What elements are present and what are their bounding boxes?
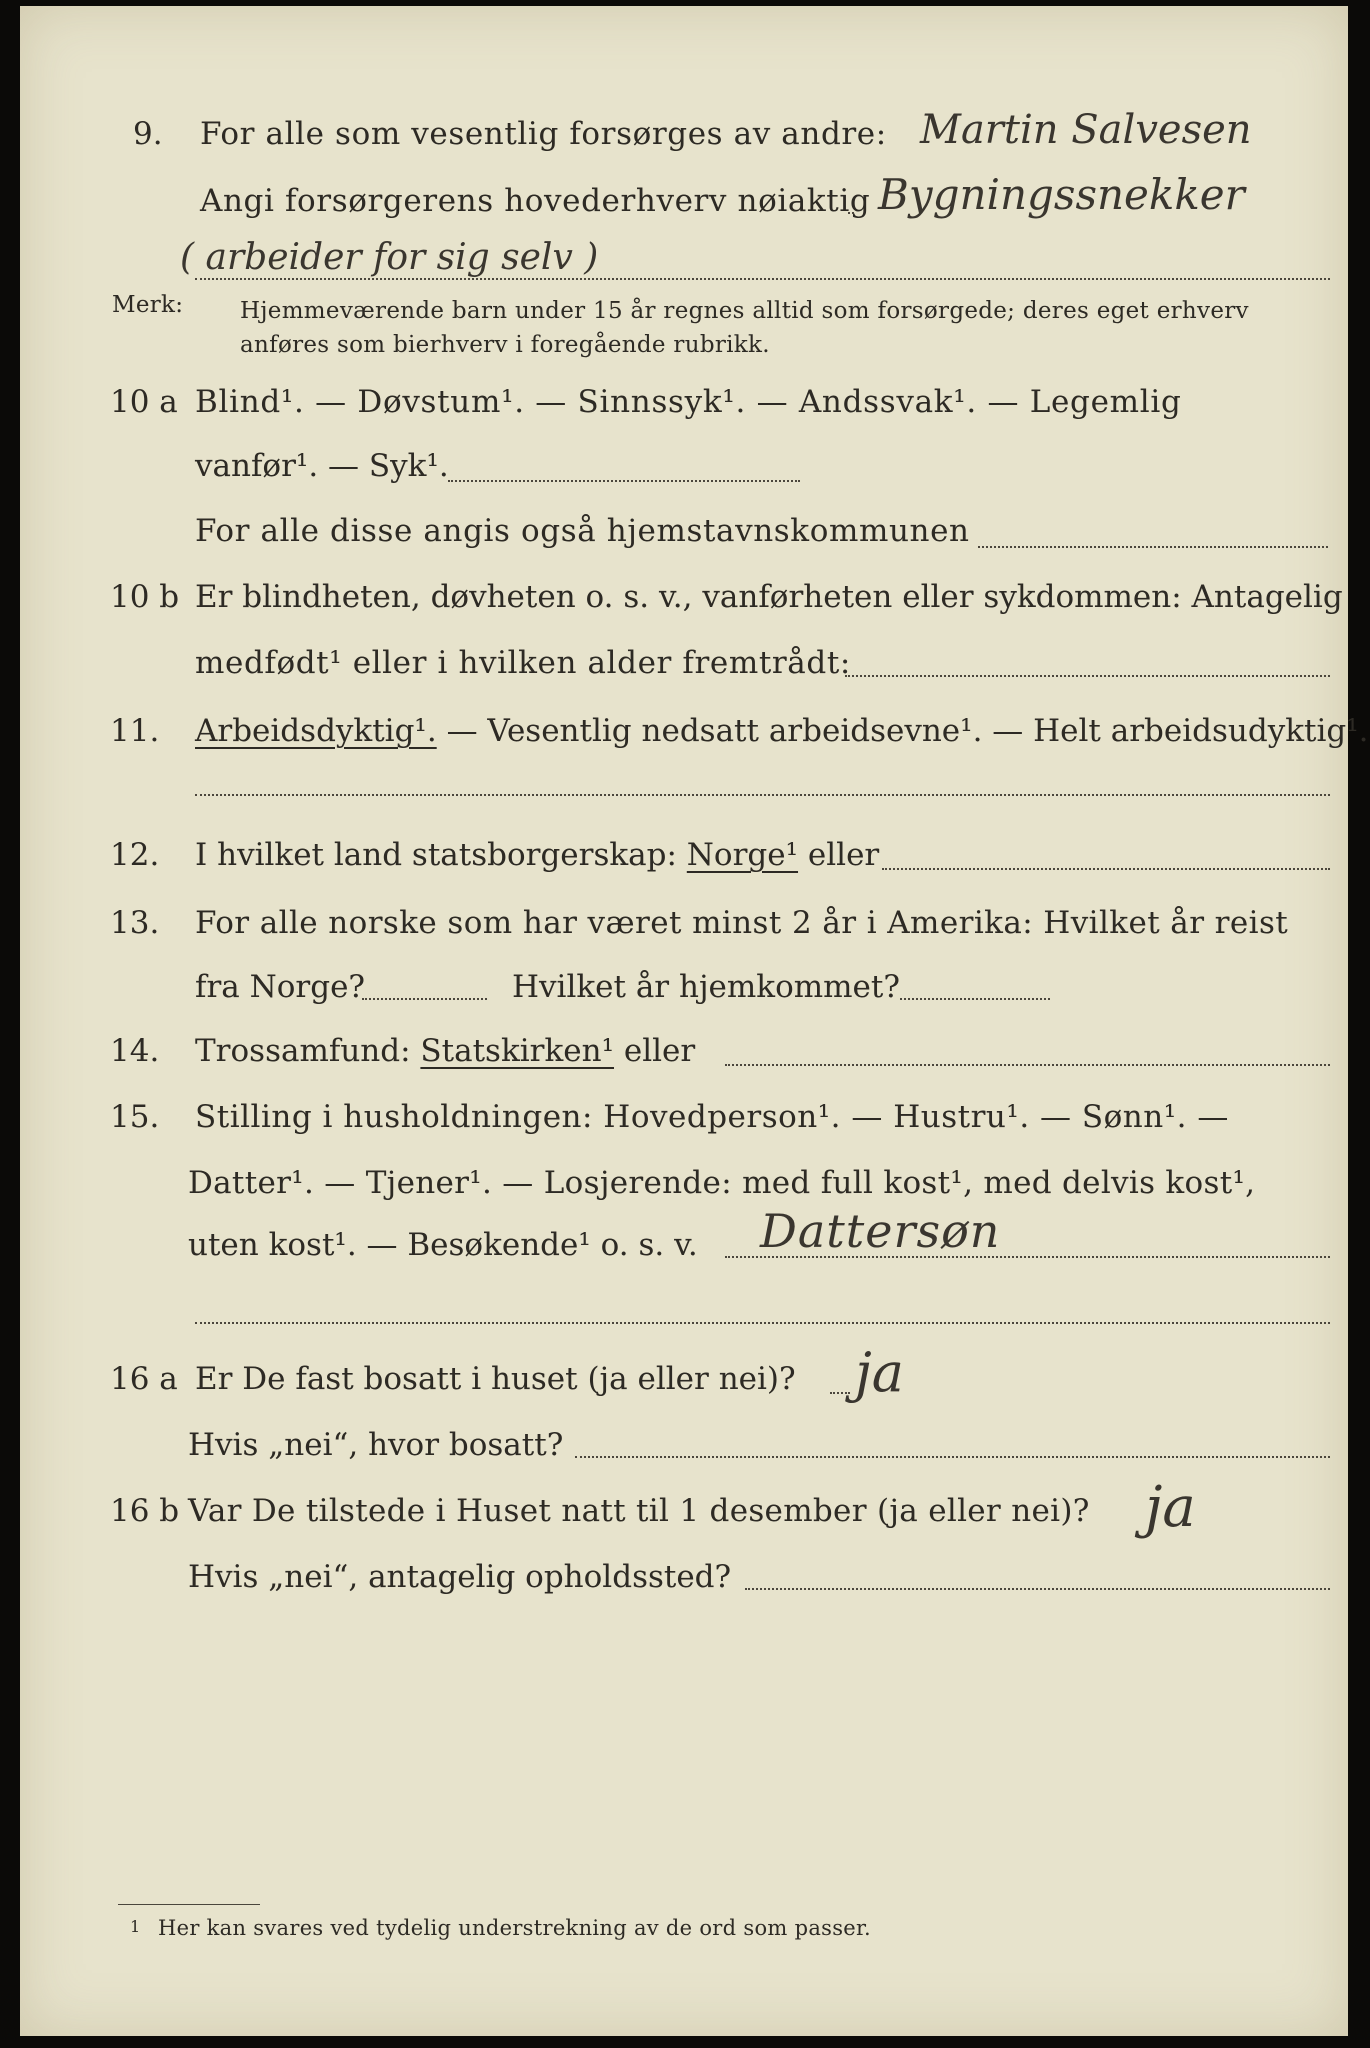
q10b-line1: Er blindheten, døvheten o. s. v., vanførheten eller sykdommen: Antagelig [195,579,1343,615]
q9-answer-line [848,212,854,214]
q10a-number: 10 a [110,384,178,420]
q14-number: 14. [110,1033,160,1069]
q11-other-options: — Vesentlig nedsatt arbeidsevne¹. — Helt arbeidsudyktig¹. [446,713,1369,749]
q12-question: I hvilket land statsborgerskap: [195,837,677,873]
q11-options [195,713,1369,749]
q11-selected-option: Arbeidsdyktig¹. [195,713,437,749]
q13-line2b: Hvilket år hjemkommet? [512,969,900,1005]
q16b-line2: Hvis „nei“, antagelig opholdssted? [188,1559,732,1595]
q13-left-year-line [362,998,487,1000]
q14-after: eller [623,1033,696,1069]
q9-handwritten-provider: Martin Salvesen [920,107,1252,153]
q13-line2a: fra Norge? [195,969,366,1005]
q9-handwritten-occupation: Bygningssnekker [878,170,1245,219]
q9-number: 9. [133,116,163,152]
q9-line1: For alle som vesentlig forsørges av andre: [200,116,887,152]
q10a-line2: vanfør¹. — Syk¹. [195,448,449,484]
q16a-line1: Er De fast bosatt i huset (ja eller nei)? [195,1361,796,1397]
q15-line2: Datter¹. — Tjener¹. — Losjerende: med full kost¹, med delvis kost¹, [188,1165,1256,1201]
q10a-answer-line [448,480,800,482]
q15-answer-line-2 [195,1322,1330,1324]
q15-line1: Stilling i husholdningen: Hovedperson¹. — Hustru¹. — Sønn¹. — [195,1099,1229,1135]
q14-text [195,1033,696,1069]
q10a-line3: For alle disse angis også hjemstavnskommunen [195,513,970,549]
q9-handwritten-note: ( arbeider for sig selv ) [180,237,599,278]
q10a-line1: Blind¹. — Døvstum¹. — Sinnssyk¹. — Andssvak¹. — Legemlig [195,384,1182,420]
footnote-rule [118,1904,260,1905]
q10a-hometown-line [978,546,1328,548]
q9-line2: Angi forsørgerens hovederhverv nøiaktig [200,183,871,219]
q14-question: Trossamfund: [195,1033,411,1069]
q13-number: 13. [110,905,160,941]
q10b-line2: medfødt¹ eller i hvilken alder fremtrådt: [195,645,851,681]
q12-answer-line [882,868,1330,870]
q9-answer-line-2 [195,278,1330,280]
note-label: Merk: [112,292,184,318]
q14-answer-line [725,1064,1330,1066]
q12-text [195,837,880,873]
q16b-location-line [745,1588,1330,1590]
q11-number: 11. [110,713,160,749]
footnote-text: Her kan svares ved tydelig understrekning av de ord som passer. [158,1916,872,1940]
q15-handwritten-answer: Dattersøn [760,1204,1001,1258]
q16a-residence-line [575,1456,1330,1458]
q15-number: 15. [110,1099,160,1135]
q12-selected-option: Norge¹ [686,837,799,873]
q10b-number: 10 b [110,579,180,615]
q16a-handwritten-answer: ja [855,1341,904,1404]
census-form-page [20,6,1369,2036]
q14-selected-option: Statskirken¹ [420,1033,614,1069]
q16b-number: 16 b [110,1493,180,1529]
q12-number: 12. [110,837,160,873]
q16a-answer-line [830,1392,850,1394]
q11-answer-line [195,794,1330,796]
note-line2: anføres som bierhverv i foregående rubrikk. [240,332,770,358]
q16b-handwritten-answer: ja [1145,1475,1196,1540]
q13-line1: For alle norske som har været minst 2 år i Amerika: Hvilket år reist [195,905,1289,941]
q15-line3: uten kost¹. — Besøkende¹ o. s. v. [188,1227,698,1263]
footnote-mark: 1 [130,1917,141,1936]
q13-return-year-line [900,998,1050,1000]
q12-after: eller [807,837,880,873]
q10b-answer-line [845,675,1330,677]
q16a-number: 16 a [110,1361,178,1397]
note-line1: Hjemmeværende barn under 15 år regnes alltid som forsørgede; deres eget erhverv [240,298,1249,324]
q16b-line1: Var De tilstede i Huset natt til 1 desember (ja eller nei)? [188,1493,1090,1529]
q16a-line2: Hvis „nei“, hvor bosatt? [188,1427,564,1463]
